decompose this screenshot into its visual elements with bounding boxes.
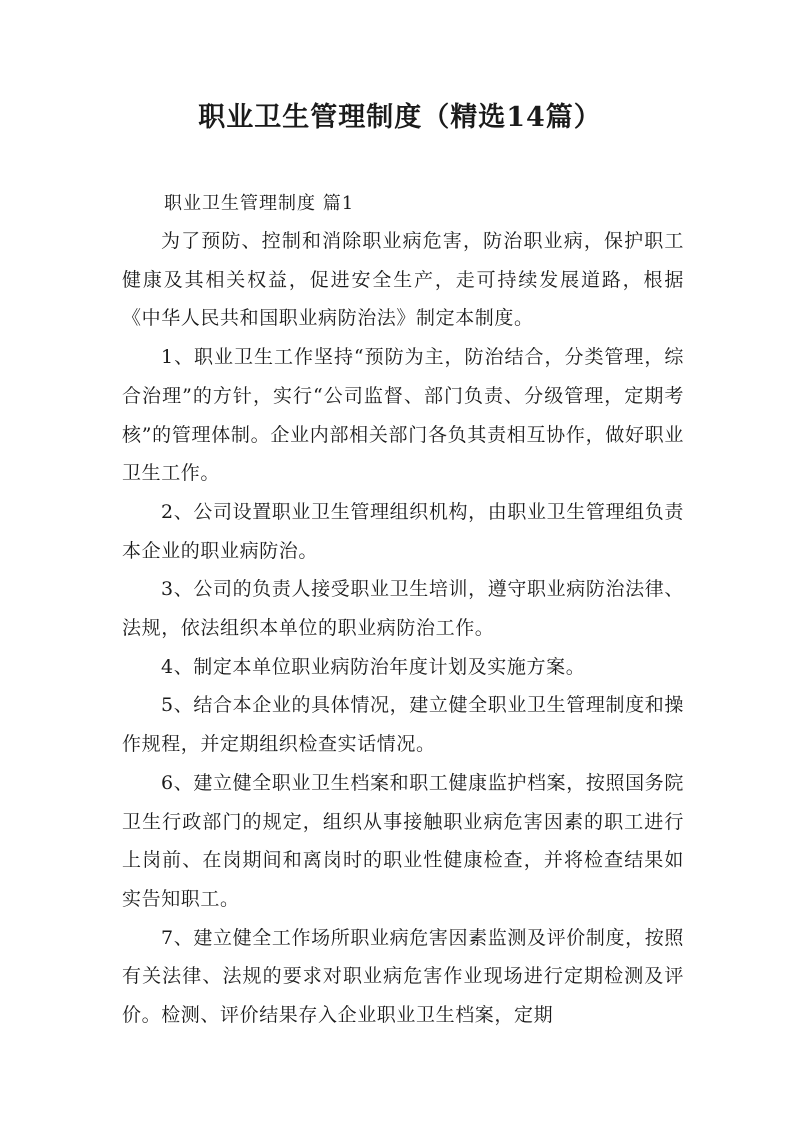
paragraph-item-2: 2、公司设置职业卫生管理组织机构，由职业卫生管理组负责本企业的职业病防治。	[122, 500, 684, 562]
paragraph-intro: 为了预防、控制和消除职业病危害，防治职业病，保护职工健康及其相关权益，促进安全生产，走可持续发展道路，根据《中华人民共和国职业病防治法》制定本制度。	[122, 230, 684, 330]
document-title: 职业卫生管理制度（精选14篇）	[198, 102, 602, 133]
paragraph-item-7: 7、建立健全工作场所职业病危害因素监测及评价制度，按照有关法律、法规的要求对职业病危害作业现场进行定期检测及评价。检测、评价结果存入企业职业卫生档案，定期	[122, 926, 684, 1027]
paragraph-item-6: 6、建立健全职业卫生档案和职工健康监护档案，按照国务院卫生行政部门的规定，组织从事接触职业病危害因素的职工进行上岗前、在岗期间和离岗时的职业性健康检查，并将检查结果如实告知职工。	[122, 771, 684, 910]
paragraph-item-4: 4、制定本单位职业病防治年度计划及实施方案。	[161, 655, 586, 678]
paragraph-item-5: 5、结合本企业的具体情况，建立健全职业卫生管理制度和操作规程，并定期组织检查实话情况。	[122, 694, 684, 756]
section-heading: 职业卫生管理制度 篇1	[164, 193, 355, 214]
paragraph-item-3: 3、公司的负责人接受职业卫生培训，遵守职业病防治法律、法规，依法组织本单位的职业病防治工作。	[122, 578, 684, 640]
document-body	[122, 186, 684, 1035]
paragraph-item-1: 1、职业卫生工作坚持“预防为主，防治结合，分类管理，综合治理”的方针，实行“公司监督、部门负责、分级管理，定期考核”的管理体制。企业内部相关部门各负其责相互协作，做好职业卫生工作。	[122, 346, 684, 485]
